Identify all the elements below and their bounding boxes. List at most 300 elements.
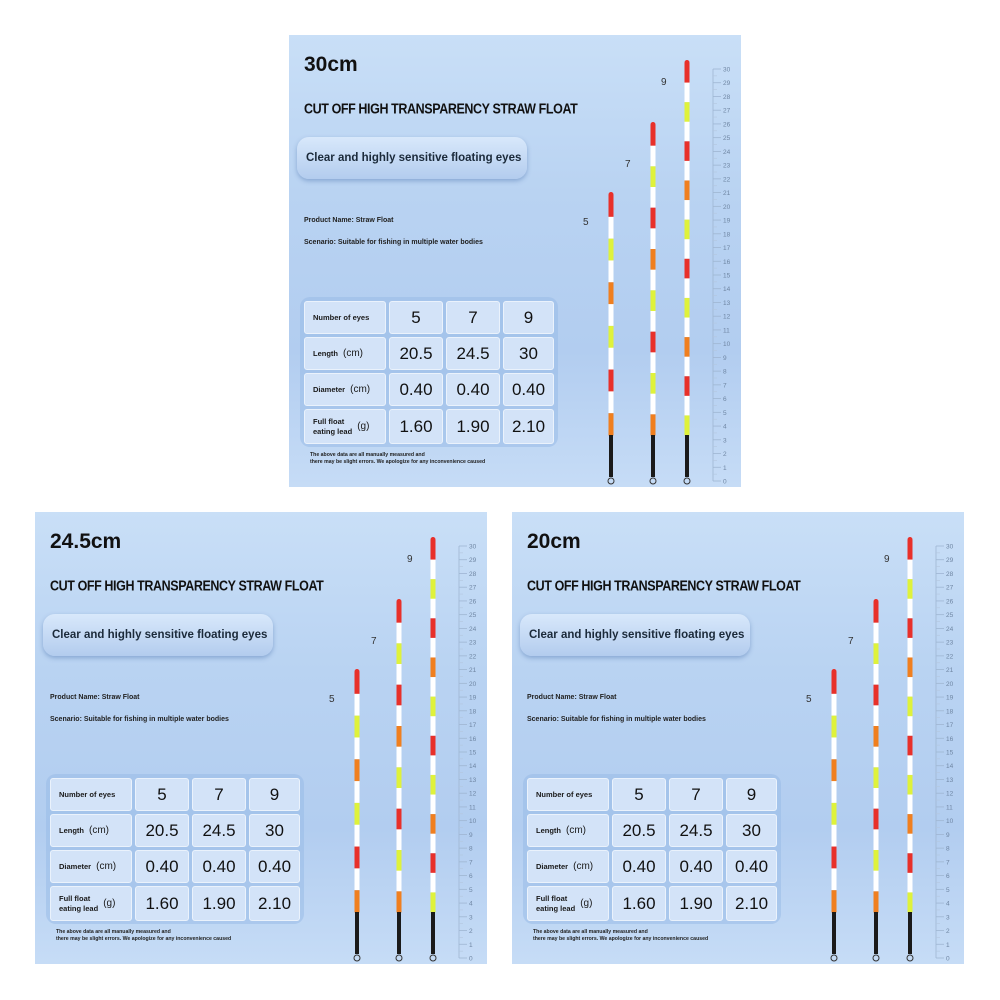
ruler-label: 24 (723, 148, 731, 156)
float-segment (685, 376, 690, 396)
float-segment (397, 891, 402, 912)
float-eye-count-label: 7 (371, 636, 377, 647)
float-segment (355, 803, 360, 825)
float-segment (651, 166, 656, 187)
float-segment (685, 200, 690, 220)
float-segment (609, 260, 614, 282)
float-segment (651, 311, 656, 332)
lead-label-line2: eating lead (536, 903, 576, 913)
float-segment (431, 579, 436, 599)
ruler-label: 20 (946, 680, 954, 688)
float-stem (431, 912, 435, 954)
ruler-label: 20 (723, 203, 731, 211)
float-segment (431, 755, 436, 775)
float-segment (874, 685, 879, 706)
float-segment (832, 825, 837, 847)
float-segment (908, 540, 913, 560)
length-5: 20.5 (389, 337, 443, 370)
lead-7: 1.90 (669, 886, 723, 921)
lead-9: 2.10 (503, 409, 554, 444)
float-segment (908, 618, 913, 638)
disclaimer-line1: The above data are all manually measured and (310, 452, 425, 458)
diameter-5: 0.40 (612, 850, 666, 883)
float-segment (431, 697, 436, 717)
float-eye-count-label: 9 (884, 554, 890, 565)
eyes-7: 7 (192, 778, 246, 811)
ruler-label: 19 (946, 694, 954, 702)
length-7: 24.5 (669, 814, 723, 847)
length-label-text: Length (536, 826, 561, 835)
length-7: 24.5 (446, 337, 500, 370)
float-eyelet (608, 478, 614, 484)
floats-illustration (35, 512, 487, 964)
ruler-label: 1 (946, 941, 950, 949)
float-segment (874, 871, 879, 892)
float-segment (685, 298, 690, 318)
float-segment (908, 892, 913, 912)
float-tip (908, 537, 913, 542)
ruler-label: 30 (723, 66, 731, 74)
float-segment (874, 747, 879, 768)
ruler-label: 0 (469, 955, 473, 963)
float-segment (908, 638, 913, 658)
ruler-label: 9 (469, 831, 473, 839)
float-segment (397, 767, 402, 788)
float-tip (431, 537, 436, 542)
float-segment (355, 759, 360, 781)
float-segment (651, 352, 656, 373)
disclaimer-line1: The above data are all manually measured and (533, 929, 648, 935)
eyes-7: 7 (669, 778, 723, 811)
float-segment (874, 891, 879, 912)
float-segment (397, 602, 402, 623)
float-segment (908, 716, 913, 736)
float-segment (685, 318, 690, 338)
ruler-label: 29 (946, 557, 954, 565)
float-segment (609, 391, 614, 413)
float-stem (685, 435, 689, 477)
ruler-label: 19 (469, 694, 477, 702)
product-name: Product Name: Straw Float (527, 694, 617, 701)
lead-7: 1.90 (192, 886, 246, 921)
float-stem (397, 912, 401, 954)
disclaimer-line1: The above data are all manually measured and (56, 929, 171, 935)
diameter-unit: (cm) (350, 384, 371, 395)
ruler-label: 25 (723, 135, 731, 143)
float-segment (685, 161, 690, 181)
float-segment (431, 775, 436, 795)
float-segment (651, 125, 656, 146)
header-label: Number of eyes (527, 778, 609, 811)
float-eye-count-label: 5 (329, 694, 335, 705)
float-segment (908, 755, 913, 775)
ruler-label: 3 (946, 914, 950, 922)
float-segment (431, 853, 436, 873)
ruler-label: 16 (946, 735, 954, 743)
float-segment (431, 657, 436, 677)
lead-9: 2.10 (249, 886, 300, 921)
float-segment (832, 716, 837, 738)
float-segment (431, 873, 436, 893)
ruler-label: 21 (723, 190, 731, 198)
float-segment (609, 413, 614, 435)
length-label-text: Length (313, 349, 338, 358)
float-segment (397, 685, 402, 706)
float-tip (651, 122, 656, 127)
lead-label-line1: Full float (313, 416, 345, 426)
scenario: Scenario: Suitable for fishing in multiple water bodies (50, 716, 229, 723)
product-panel-30cm (289, 35, 741, 487)
float-segment (431, 560, 436, 580)
ruler-label: 27 (946, 584, 954, 592)
ruler-label: 10 (469, 818, 477, 826)
float-tip (355, 669, 360, 674)
float-segment (685, 259, 690, 279)
length-9: 30 (726, 814, 777, 847)
ruler-label: 11 (469, 804, 476, 812)
float-segment (355, 694, 360, 716)
float-segment (431, 834, 436, 854)
float-segment (874, 643, 879, 664)
float-eye-count-label: 7 (848, 636, 854, 647)
float-segment (685, 141, 690, 161)
float-segment (874, 850, 879, 871)
float-segment (431, 716, 436, 736)
floats-illustration (289, 35, 741, 487)
ruler-label: 7 (723, 382, 727, 390)
lead-unit: (g) (580, 898, 593, 909)
float-eyelet (831, 955, 837, 961)
ruler-label: 1 (723, 464, 727, 472)
float-segment (832, 781, 837, 803)
eyes-9: 9 (726, 778, 777, 811)
float-segment (874, 726, 879, 747)
float-segment (355, 890, 360, 912)
diameter-7: 0.40 (446, 373, 500, 406)
float-eyelet (354, 955, 360, 961)
ruler-label: 23 (946, 639, 954, 647)
float-segment (397, 747, 402, 768)
ruler-label: 22 (723, 176, 731, 184)
float-eye-count-label: 9 (407, 554, 413, 565)
float-tip (609, 192, 614, 197)
disclaimer-line2: there may be slight errors. We apologize for any inconvenience caused (310, 459, 486, 465)
lead-label-line2: eating lead (313, 426, 353, 436)
feature-pill: Clear and highly sensitive floating eyes (297, 137, 527, 179)
float-segment (651, 414, 656, 435)
float-eyelet (430, 955, 436, 961)
diameter-7: 0.40 (192, 850, 246, 883)
float-segment (431, 599, 436, 619)
ruler-label: 15 (946, 749, 954, 757)
lead-5: 1.60 (135, 886, 189, 921)
diameter-unit: (cm) (573, 861, 594, 872)
ruler-label: 6 (946, 873, 950, 881)
lead-9: 2.10 (726, 886, 777, 921)
float-segment (685, 337, 690, 357)
float-segment (609, 239, 614, 261)
float-segment (832, 890, 837, 912)
float-segment (832, 847, 837, 869)
ruler-label: 15 (723, 272, 731, 280)
float-segment (832, 694, 837, 716)
diameter-5: 0.40 (389, 373, 443, 406)
headline: CUT OFF HIGH TRANSPARENCY STRAW FLOAT (527, 578, 801, 595)
diameter-9: 0.40 (503, 373, 554, 406)
length-9: 30 (503, 337, 554, 370)
ruler-label: 15 (469, 749, 477, 757)
scenario: Scenario: Suitable for fishing in multiple water bodies (527, 716, 706, 723)
float-segment (355, 672, 360, 694)
diameter-9: 0.40 (249, 850, 300, 883)
float-eye-count-label: 7 (625, 159, 631, 170)
ruler-label: 22 (946, 653, 954, 661)
ruler-label: 12 (946, 790, 954, 798)
float-segment (355, 781, 360, 803)
ruler-label: 6 (723, 396, 727, 404)
float-segment (651, 332, 656, 353)
ruler-label: 14 (946, 763, 954, 771)
float-eyelet (684, 478, 690, 484)
header-label: Number of eyes (50, 778, 132, 811)
float-segment (685, 396, 690, 416)
float-segment (397, 623, 402, 644)
headline: CUT OFF HIGH TRANSPARENCY STRAW FLOAT (50, 578, 324, 595)
ruler-label: 7 (946, 859, 950, 867)
product-panel-24-5cm (35, 512, 487, 964)
ruler-label: 24 (946, 625, 954, 633)
lead-5: 1.60 (389, 409, 443, 444)
float-segment (397, 871, 402, 892)
length-9: 30 (249, 814, 300, 847)
float-segment (431, 618, 436, 638)
float-segment (908, 599, 913, 619)
float-stem (355, 912, 359, 954)
length-unit: (cm) (89, 825, 109, 836)
diameter-5: 0.40 (135, 850, 189, 883)
float-segment (832, 803, 837, 825)
disclaimer-line2: there may be slight errors. We apologize for any inconvenience caused (533, 936, 709, 942)
scenario: Scenario: Suitable for fishing in multiple water bodies (304, 239, 483, 246)
float-segment (397, 850, 402, 871)
ruler-label: 2 (469, 928, 473, 936)
ruler-label: 17 (946, 722, 954, 730)
ruler-label: 4 (946, 900, 950, 908)
ruler-label: 12 (723, 313, 731, 321)
float-segment (874, 705, 879, 726)
float-segment (609, 282, 614, 304)
ruler-label: 27 (723, 107, 731, 115)
size-title: 30cm (304, 53, 358, 76)
ruler-label: 18 (946, 708, 954, 716)
float-eye-count-label: 5 (806, 694, 812, 705)
float-segment (685, 102, 690, 122)
diameter-label-text: Diameter (313, 385, 346, 394)
eyes-5: 5 (389, 301, 443, 334)
ruler-label: 25 (946, 612, 954, 620)
ruler-label: 19 (723, 217, 731, 225)
eyes-9: 9 (249, 778, 300, 811)
ruler-label: 3 (723, 437, 727, 445)
float-segment (355, 737, 360, 759)
float-segment (355, 868, 360, 890)
float-segment (431, 795, 436, 815)
float-segment (651, 373, 656, 394)
float-segment (397, 829, 402, 850)
diameter-label-text: Diameter (59, 862, 92, 871)
float-segment (908, 677, 913, 697)
ruler-label: 4 (469, 900, 473, 908)
float-segment (397, 643, 402, 664)
float-segment (609, 348, 614, 370)
lead-label-line1: Full float (59, 893, 91, 903)
float-segment (832, 737, 837, 759)
length-5: 20.5 (612, 814, 666, 847)
float-segment (685, 63, 690, 83)
ruler-label: 13 (723, 299, 731, 307)
ruler-label: 3 (469, 914, 473, 922)
float-segment (685, 278, 690, 298)
ruler-label: 22 (469, 653, 477, 661)
float-segment (832, 672, 837, 694)
float-segment (431, 540, 436, 560)
float-tip (397, 599, 402, 604)
length-label-text: Length (59, 826, 84, 835)
lead-unit: (g) (103, 898, 116, 909)
ruler-label: 23 (723, 162, 731, 170)
float-segment (609, 370, 614, 392)
float-segment (874, 788, 879, 809)
ruler-label: 2 (946, 928, 950, 936)
ruler-label: 17 (469, 722, 477, 730)
product-panel-20cm (512, 512, 964, 964)
float-segment (431, 638, 436, 658)
float-segment (685, 83, 690, 103)
ruler-label: 30 (946, 543, 954, 551)
float-segment (651, 146, 656, 167)
float-segment (609, 217, 614, 239)
float-eyelet (396, 955, 402, 961)
ruler-label: 0 (946, 955, 950, 963)
float-segment (609, 195, 614, 217)
ruler-label: 14 (723, 286, 731, 294)
float-segment (651, 187, 656, 208)
ruler-label: 26 (469, 598, 477, 606)
float-segment (651, 228, 656, 249)
float-segment (908, 814, 913, 834)
ruler-label: 5 (946, 886, 950, 894)
ruler-label: 21 (469, 667, 477, 675)
float-segment (874, 809, 879, 830)
ruler-label: 17 (723, 245, 731, 253)
product-name: Product Name: Straw Float (304, 217, 394, 224)
lead-label-line2: eating lead (59, 903, 99, 913)
float-segment (908, 697, 913, 717)
diameter-label-text: Diameter (536, 862, 569, 871)
ruler-label: 18 (723, 231, 731, 239)
ruler-label: 21 (946, 667, 954, 675)
ruler-label: 8 (723, 368, 727, 376)
float-eyelet (650, 478, 656, 484)
float-segment (908, 579, 913, 599)
float-eyelet (907, 955, 913, 961)
ruler-label: 28 (723, 93, 731, 101)
ruler-label: 10 (946, 818, 954, 826)
float-segment (355, 825, 360, 847)
ruler-label: 2 (723, 451, 727, 459)
float-segment (908, 873, 913, 893)
float-segment (609, 304, 614, 326)
disclaimer-line2: there may be slight errors. We apologize for any inconvenience caused (56, 936, 232, 942)
float-segment (355, 847, 360, 869)
float-segment (832, 868, 837, 890)
ruler-label: 28 (469, 570, 477, 578)
float-stem (908, 912, 912, 954)
float-segment (397, 705, 402, 726)
ruler-label: 7 (469, 859, 473, 867)
lead-unit: (g) (357, 421, 370, 432)
float-segment (651, 290, 656, 311)
length-unit: (cm) (343, 348, 363, 359)
float-segment (355, 716, 360, 738)
lead-label-line1: Full float (536, 893, 568, 903)
size-title: 20cm (527, 530, 581, 553)
ruler-label: 25 (469, 612, 477, 620)
ruler-label: 14 (469, 763, 477, 771)
float-segment (397, 809, 402, 830)
float-segment (874, 602, 879, 623)
ruler-label: 26 (723, 121, 731, 129)
feature-pill: Clear and highly sensitive floating eyes (43, 614, 273, 656)
float-segment (874, 767, 879, 788)
float-segment (397, 726, 402, 747)
headline: CUT OFF HIGH TRANSPARENCY STRAW FLOAT (304, 101, 578, 118)
float-tip (832, 669, 837, 674)
float-stem (609, 435, 613, 477)
ruler-label: 12 (469, 790, 477, 798)
float-stem (651, 435, 655, 477)
float-segment (651, 208, 656, 229)
float-segment (685, 180, 690, 200)
float-segment (651, 249, 656, 270)
float-tip (685, 60, 690, 65)
ruler-label: 5 (469, 886, 473, 894)
diameter-7: 0.40 (669, 850, 723, 883)
float-segment (685, 239, 690, 259)
eyes-7: 7 (446, 301, 500, 334)
ruler-label: 0 (723, 478, 727, 486)
float-tip (874, 599, 879, 604)
float-segment (431, 814, 436, 834)
diameter-9: 0.40 (726, 850, 777, 883)
ruler-label: 24 (469, 625, 477, 633)
ruler-label: 16 (469, 735, 477, 743)
float-eye-count-label: 5 (583, 217, 589, 228)
ruler-label: 1 (469, 941, 473, 949)
float-eye-count-label: 9 (661, 77, 667, 88)
lead-5: 1.60 (612, 886, 666, 921)
float-stem (832, 912, 836, 954)
eyes-9: 9 (503, 301, 554, 334)
float-segment (832, 759, 837, 781)
float-segment (908, 775, 913, 795)
ruler-label: 11 (946, 804, 953, 812)
ruler-label: 4 (723, 423, 727, 431)
ruler-label: 10 (723, 341, 731, 349)
float-segment (397, 788, 402, 809)
float-segment (874, 664, 879, 685)
float-segment (908, 657, 913, 677)
